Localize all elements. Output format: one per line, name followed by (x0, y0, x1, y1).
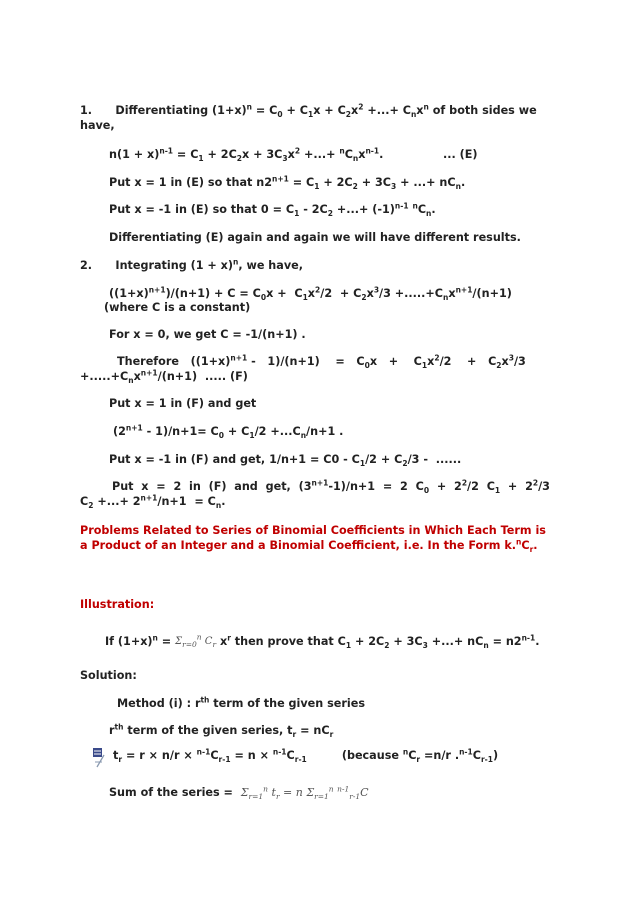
equation-E-label: ... (E) (443, 148, 478, 161)
sum-formula-image: $\Sigma_{r=1}^n$ $t_r = n$ $\Sigma_{r=1}^n$ $^{n-1}_{r-1}$C (240, 784, 369, 802)
item-number-1: 1. (80, 104, 93, 117)
item-2-line: 2. Integrating $(1 + x)^n$, we have, (80, 257, 303, 272)
method-line: Method (i) : $r^{th}$ term of the given series (117, 695, 365, 710)
implies-arrow-icon (92, 745, 114, 769)
item-1-line: 1. Differentiating $(1+x)^n = C_0 + C_1x + C_2x^2$ +...+ $C_nx^n$ of both sides we (80, 102, 537, 120)
integration-equation: $((1+x)^{n+1})/(n+1) + C = C_0x + C_1x^2/2 + C_2x^3/3 +.....+C_nx^{n+1}/(n+1)$ (109, 285, 512, 303)
section-heading: Problems Related to Series of Binomial Coefficients in Which Each Term is a Product of an Integer and a Binomial Coefficient, i.e. In the Form $k.^nC_r$. (80, 524, 546, 555)
item-number-2: 2. (80, 259, 93, 272)
rth-term-line: $r^{th}$ term of the given series, $t_r = nC_r$ (109, 722, 334, 740)
for-x-0-line: For x = 0, we get C = -1/(n+1) . (109, 328, 306, 341)
put-x-1-line: Put x = 1 in (E) so that $n2^{n+1} = C_1 + 2C_2 + 3C_3$ + ...+ $nC_n$. (109, 174, 466, 192)
put-F-minus1-line: Put x = -1 in (F) and get, $1/n+1 = C0 - C_1/2 + C_2/3$ - ...... (109, 453, 462, 469)
illustration-label: Illustration: (80, 598, 155, 611)
item-1-line-2: have, (80, 119, 115, 132)
put-x-2-line: Put x = 2 in (F) and get, $(3^{n+1}-1)/n+1 = 2$ $C_0 + 2^2/2$ $C_1 + 2^2/3$ (112, 478, 550, 496)
summation-image: $\Sigma_{r=0}^n$ $C_r$ (175, 632, 217, 649)
differentiating-again: Differentiating (E) again and again we will have different results. (109, 231, 521, 244)
sum-line: Sum of the series = $\Sigma_{r=1}^n$ $t_r = n$ $\Sigma_{r=1}^n$ $^{n-1}_{r-1}$C (109, 784, 369, 802)
equation-F: $+.....+C_nx^{n+1}/(n+1)$ ..... (F) (80, 368, 248, 386)
where-c-constant: (where C is a constant) (104, 301, 251, 314)
put-x-2-line-2: $C_2$ +...+ $2^{n+1}/n+1 = C_n$. (80, 493, 226, 511)
F-1-result: $(2^{n+1} - 1)/n+1= C_0 + C_1/2 +...C_n/n+1$ . (113, 423, 344, 441)
illustration-statement: If $(1+x)^n = \Sigma_{r=0}^n$ $C_r$ $x^r$ then prove that $C_1 + 2C_2 + 3C_3$ +...+ $nC_n = n2^{n-1}$. (105, 632, 540, 651)
put-F-1-line: Put x = 1 in (F) and get (109, 397, 257, 410)
put-x-minus1-line: Put x = -1 in (E) so that $0 = C_1 - 2C_2$ +...+ $(-1)^{n-1}$ $^nC_n$. (109, 201, 436, 219)
solution-label: Solution: (80, 669, 137, 682)
equation-E: $n(1 + x)^{n-1} = C_1 + 2C_2x + 3C_3x^2$ +...+ $^nC_nx^{n-1}$. (109, 146, 384, 164)
therefore-line: Therefore $((1+x)^{n+1} - 1)/(n+1)$ = $C_0x$ + $C_1x^2/2$ + $C_2x^3/3$ (117, 353, 526, 371)
tr-derivation-line: $t_r = r \times n/r \times ^{n-1}C_{r-1} = n \times ^{n-1}C_{r-1}$ (because $^nC_r =n/r$ $.^{n-1}C_{r-1}$) (113, 747, 499, 765)
